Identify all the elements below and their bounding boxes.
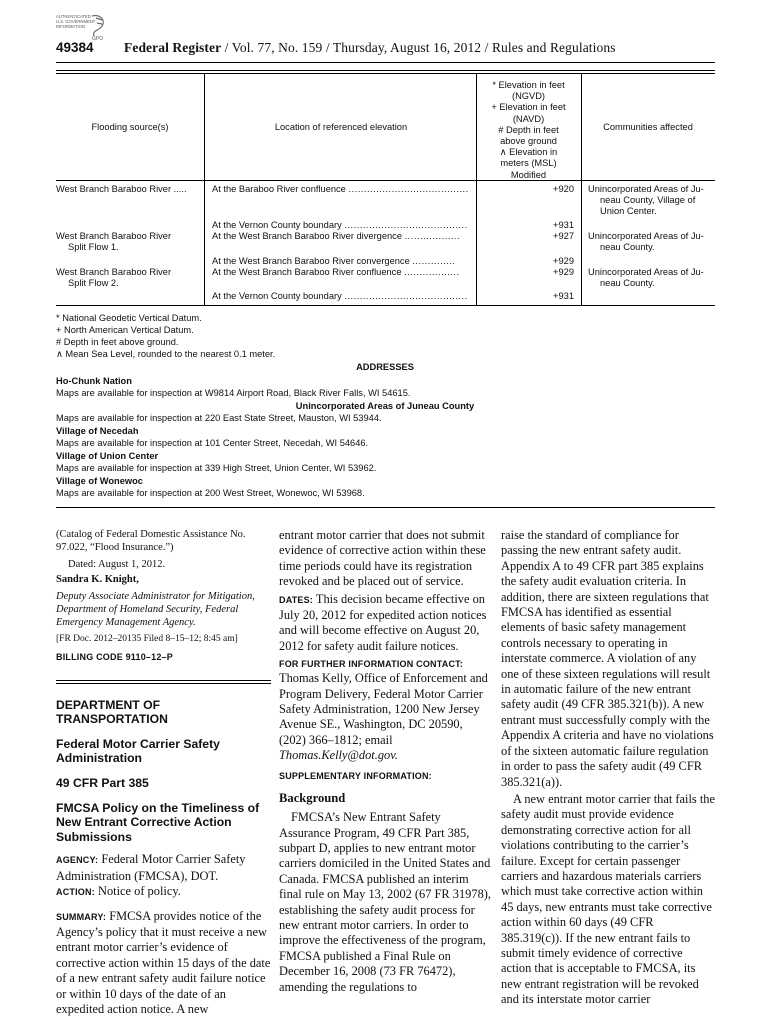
- elev-header-line: above ground: [500, 136, 557, 147]
- elev-header-line: * Elevation in feet: [492, 80, 565, 90]
- issue-info: / Vol. 77, No. 159 / Thursday, August 16, 2012 / Rules and Regulations: [221, 40, 616, 55]
- table-header-row: [56, 74, 715, 181]
- row-elevation: +927: [553, 231, 574, 241]
- intro-paragraph: entrant motor carrier that does not submit evidence of corrective action within these time periods could have its registration revoked and be placed out of service.: [279, 528, 486, 589]
- table-column-rule: [204, 74, 205, 306]
- signer-title: Deputy Associate Administrator for Mitigation, Department of Homeland Security, Federal Emergency Management Agency.: [56, 590, 255, 628]
- elev-header-line: + Elevation in feet: [491, 102, 566, 113]
- fr-doc-line: [FR Doc. 2012–20135 Filed 8–15–12; 8:45 am]: [56, 633, 238, 644]
- footnote: * National Geodetic Vertical Datum.: [56, 313, 202, 323]
- elev-header-line: Modified: [510, 169, 547, 180]
- elev-header-line: # Depth in feet: [498, 124, 559, 135]
- action-text: Notice of policy.: [94, 884, 181, 899]
- text-column-1: [56, 528, 271, 1017]
- dates-label: DATES:: [279, 594, 314, 605]
- row-communities: Unincorporated Areas of Ju- neau County.: [588, 231, 704, 253]
- row-communities: Unincorporated Areas of Ju- neau County, Village of Union Center.: [588, 184, 704, 217]
- address-text: Maps are available for inspection at 220 East State Street, Mauston, WI 53944.: [56, 413, 382, 423]
- text-column-3: [501, 528, 715, 1008]
- address-text: Maps are available for inspection at 101 Center Street, Necedah, WI 54646.: [56, 438, 369, 448]
- contact-label: FOR FURTHER INFORMATION CONTACT:: [279, 659, 464, 670]
- header-flooding-source: Flooding source(s): [91, 122, 169, 132]
- contact-email[interactable]: Thomas.Kelly@dot.gov.: [279, 748, 398, 763]
- dates-paragraph: [279, 592, 491, 655]
- summary-paragraph: [56, 909, 271, 1018]
- running-head: [124, 40, 616, 56]
- dated-line: Dated: August 1, 2012.: [68, 559, 166, 570]
- summary-label: SUMMARY:: [56, 911, 107, 922]
- corrective-action-paragraph: A new entrant motor carrier that fails the safety audit must provide evidence demonstrating corrective action for all violations contributing to the carrier’s failure. Except for certain passenger carriers and hazardous materials carriers which must take corrective action within 45 days, new entrants must take corrective action within 60 days (49 CFR 385.319(c)). If the new entrant fails to submit timely evidence of corrective action that is acceptable to FMCSA, its new entrant registration will be revoked and its interstate motor carrier: [501, 791, 715, 1007]
- elev-header-line: ∧ Elevation in: [499, 147, 558, 158]
- agency-label: AGENCY:: [56, 855, 99, 866]
- row-source: West Branch Baraboo River Split Flow 2.: [56, 267, 172, 289]
- dates-text: This decision became effective on July 20, 2012 for expedited action notices and will become effective on August 20, 2012 for safety audit failure notices.: [279, 591, 487, 653]
- address-name: Village of Necedah: [56, 426, 139, 436]
- section-divider: [56, 683, 271, 684]
- row-source: West Branch Baraboo River .....: [56, 184, 187, 194]
- department-heading: DEPARTMENT OF TRANSPORTATION: [56, 697, 168, 727]
- elev-header-line: (NGVD): [511, 91, 546, 102]
- elev-header-line: (NAVD): [512, 113, 545, 124]
- row-elevation: +931: [553, 220, 574, 230]
- table-bottom-rule: [56, 507, 715, 508]
- agency-heading: Federal Motor Carrier Safety Administration: [56, 736, 220, 766]
- row-location: At the West Branch Baraboo River convergence ..............: [212, 256, 456, 266]
- section-divider: [56, 680, 271, 681]
- row-location: At the Vernon County boundary ........................................: [212, 291, 468, 301]
- page-number: 49384: [56, 40, 94, 55]
- table-body-bottom-rule: [56, 305, 715, 306]
- agency-paragraph: [56, 852, 271, 884]
- row-source: West Branch Baraboo River Split Flow 1.: [56, 231, 172, 253]
- footnote: # Depth in feet above ground.: [56, 337, 179, 347]
- catalog-note: (Catalog of Federal Domestic Assistance No. 97.022, “Flood Insurance.”): [56, 529, 246, 553]
- row-location: At the Baraboo River confluence .......................................: [212, 184, 469, 194]
- row-location: At the West Branch Baraboo River confluence ..................: [212, 267, 460, 277]
- address-name: Village of Wonewoc: [56, 476, 143, 486]
- action-label: ACTION:: [56, 887, 95, 898]
- journal-name: Federal Register: [124, 40, 222, 55]
- logo-line-4: GPO: [92, 36, 104, 42]
- row-elevation: +929: [553, 267, 574, 277]
- header-rule: [56, 62, 715, 63]
- elev-header-line: meters (MSL): [500, 158, 557, 169]
- row-location: At the West Branch Baraboo River divergence ..................: [212, 231, 461, 241]
- cfr-heading: 49 CFR Part 385: [56, 776, 149, 790]
- table-column-rule: [581, 74, 582, 306]
- address-text: Maps are available for inspection at 200 West Street, Wonewoc, WI 53968.: [56, 488, 365, 498]
- compliance-paragraph: raise the standard of compliance for passing the new entrant safety audit. Appendix A to 49 CFR part 385 explains the safety audit evaluation criteria. In addition, there are sixteen regulations that FMCSA has identified as essential elements of basic safety management controls necessary to operating in interstate commerce. A violation of any one of these sixteen regulations will result in automatic failure of the new entrant safety audit (49 CFR 385.321(b)). A new entrant must successfully comply with the Appendix A criteria and have no violations of the sixteen automatic failure regulation in order to pass the safety audit (49 CFR 385.321(a)).: [501, 528, 714, 789]
- agency-text: Federal Motor Carrier Safety Administration (FMCSA), DOT.: [56, 852, 246, 883]
- footnote: ∧ Mean Sea Level, rounded to the nearest 0.1 meter.: [56, 349, 276, 359]
- row-elevation: +920: [553, 184, 574, 194]
- background-heading: Background: [279, 790, 346, 805]
- billing-code: BILLING CODE 9110–12–P: [56, 652, 173, 663]
- row-location: At the Vernon County boundary ........................................: [212, 220, 468, 230]
- footnote: + North American Vertical Datum.: [56, 325, 194, 335]
- row-communities: Unincorporated Areas of Ju- neau County.: [588, 267, 704, 289]
- background-paragraph: FMCSA’s New Entrant Safety Assurance Program, 49 CFR Part 385, subpart D, applies to new entrant motor carriers domiciled in the United States and Canada. FMCSA published an interim final rule on May 13, 2002 (67 FR 31978), establishing the safety audit process for new entrant motor carriers. In order to improve the effectiveness of the program, FMCSA published a Final Rule on December 16, 2008 (73 FR 76472), amending the regulations to: [279, 810, 491, 994]
- addresses-title: ADDRESSES: [356, 362, 414, 372]
- header-location: Location of referenced elevation: [274, 122, 408, 132]
- row-elevation: +931: [553, 291, 574, 301]
- action-paragraph: [56, 884, 271, 900]
- address-name: Village of Union Center: [56, 451, 159, 461]
- supplementary-label: SUPPLEMENTARY INFORMATION:: [279, 770, 432, 781]
- address-text: Maps are available for inspection at 339 High Street, Union Center, WI 53962.: [56, 463, 377, 473]
- rule-title: FMCSA Policy on the Timeliness of New Entrant Corrective Action Submissions: [56, 800, 260, 844]
- logo-line-1: AUTHENTICATED: [56, 14, 91, 19]
- contact-text: Thomas Kelly, Office of Enforcement and Program Delivery, Federal Motor Carrier Safety Administration, 1200 New Jersey Avenue SE., Washington, DC 20590, (202) 366–1812; email Thomas.Kelly@dot.gov.: [279, 671, 488, 763]
- address-name: Unincorporated Areas of Juneau County: [295, 401, 475, 411]
- header-communities: Communities affected: [603, 122, 693, 132]
- text-column-2: [279, 528, 491, 995]
- address-text: Maps are available for inspection at W9814 Airport Road, Black River Falls, WI 54615.: [56, 388, 411, 398]
- row-elevation: +929: [553, 256, 574, 266]
- flood-elevation-table: [56, 70, 715, 301]
- summary-text: FMCSA provides notice of the Agency’s policy that it must receive a new entrant motor carrier’s evidence of corrective action within 15 days of the date of a new entrant safety audit failure notice or within 10 days of the date of an expedited action notice. A new: [56, 908, 271, 1017]
- header-elevation: [476, 80, 581, 181]
- signer-name: Sandra K. Knight,: [56, 574, 139, 586]
- logo-line-2: U.S. GOVERNMENT: [56, 19, 96, 24]
- logo-line-3: INFORMATION: [56, 24, 85, 29]
- address-name: Ho-Chunk Nation: [56, 376, 132, 386]
